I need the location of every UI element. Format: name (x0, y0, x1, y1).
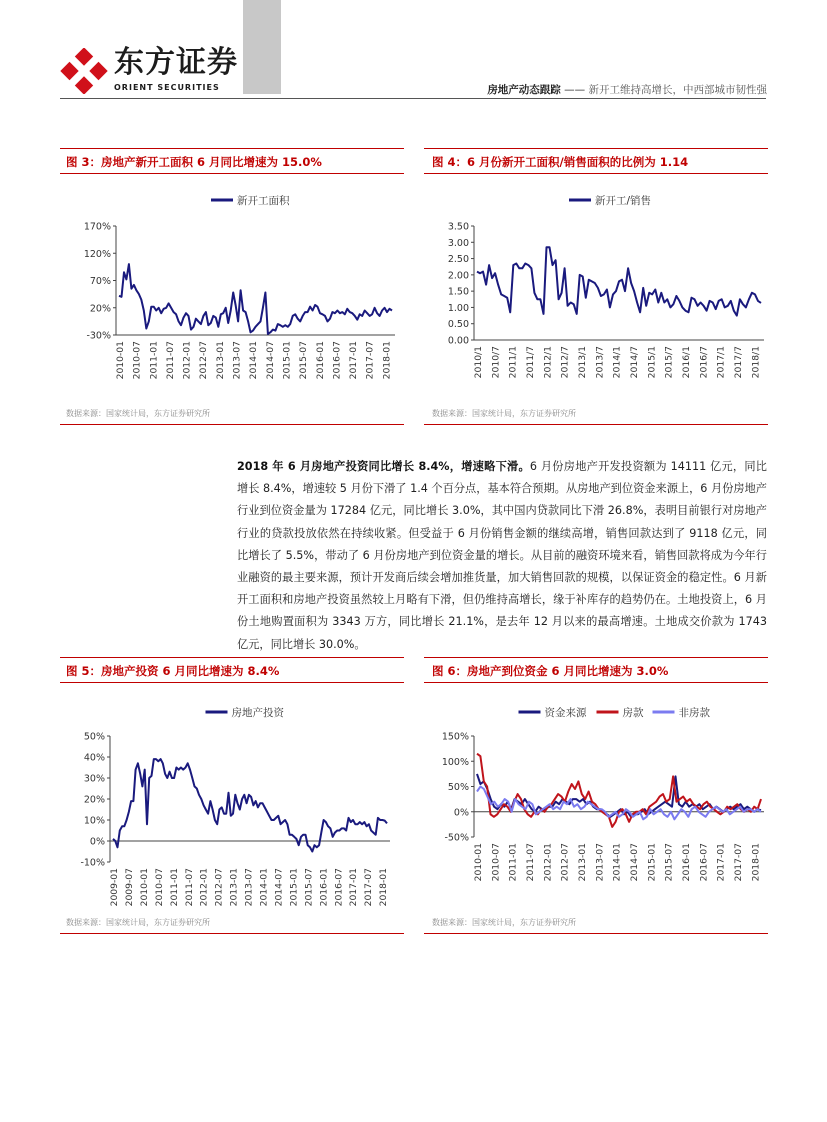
fig5-title: 图 5：房地产投资 6 月同比增速为 8.4% (66, 664, 280, 678)
y-tick-label: 120% (83, 248, 111, 260)
x-tick-label: 2013/1 (577, 346, 589, 379)
y-tick-label: 2.00 (447, 270, 469, 282)
fig6-title-rule (424, 682, 768, 683)
x-tick-label: 2018-01 (381, 341, 393, 380)
y-tick-label: 20% (89, 303, 111, 315)
x-tick-label: 2016/1 (681, 346, 693, 379)
x-tick-label: 2010-01 (115, 341, 126, 380)
x-tick-label: 2015-01 (281, 341, 293, 380)
x-tick-label: 2009-01 (109, 868, 120, 907)
x-tick-label: 2017-07 (733, 843, 745, 882)
y-tick-label: 2.50 (447, 254, 469, 266)
header-grey-tab (243, 0, 281, 94)
y-tick-label: 40% (83, 752, 105, 764)
x-tick-label: 2014-01 (248, 341, 260, 380)
x-tick-label: 2017-01 (348, 341, 360, 380)
x-tick-label: 2015-07 (298, 341, 310, 380)
x-tick-label: 2015/7 (663, 346, 675, 379)
x-tick-label: 2010/7 (490, 346, 502, 379)
fig3-bottom-rule (60, 424, 404, 425)
x-tick-label: 2010-07 (153, 868, 165, 907)
x-tick-label: 2013-01 (577, 843, 589, 882)
x-tick-label: 2017-01 (715, 843, 727, 882)
y-tick-label: 3.00 (447, 237, 469, 249)
x-tick-label: 2012/1 (542, 346, 554, 379)
x-tick-label: 2015-01 (288, 868, 300, 907)
y-tick-label: 170% (83, 221, 111, 233)
fig4-top-rule (424, 148, 768, 149)
x-tick-label: 2017-07 (363, 868, 375, 907)
x-tick-label: 2011-07 (525, 843, 537, 882)
x-tick-label: 2010-07 (131, 341, 143, 380)
x-tick-label: 2016-01 (314, 341, 326, 380)
x-tick-label: 2014-01 (258, 868, 270, 907)
y-tick-label: 100% (441, 756, 469, 768)
y-tick-label: 1.00 (447, 302, 469, 314)
fig6-top-rule (424, 657, 768, 658)
fig5-bottom-rule (60, 933, 404, 934)
fig6-chart (424, 690, 768, 912)
x-tick-label: 2011-01 (507, 843, 519, 882)
x-tick-label: 2010/1 (473, 346, 484, 379)
header-dash: —— (560, 84, 589, 96)
x-tick-label: 2018-01 (378, 868, 390, 907)
y-tick-label: 1.50 (447, 286, 469, 298)
logo-text: 东方证券 (114, 45, 238, 80)
series-line-1 (477, 247, 761, 315)
x-tick-label: 2018-01 (750, 843, 762, 882)
fig3-chart (60, 180, 404, 402)
series-line-1 (113, 759, 387, 851)
report-header (487, 82, 767, 97)
x-tick-label: 2014-07 (629, 843, 641, 882)
x-tick-label: 2017/7 (733, 346, 745, 379)
x-tick-label: 2014-07 (273, 868, 285, 907)
fig3-title: 图 3：房地产新开工面积 6 月同比增速为 15.0% (66, 155, 322, 169)
fig4-title: 图 4：6 月份新开工面积/销售面积的比例为 1.14 (432, 155, 689, 169)
x-tick-label: 2014-01 (611, 843, 623, 882)
x-tick-label: 2013-07 (243, 868, 255, 907)
fig6-bottom-rule (424, 933, 768, 934)
y-tick-label: 70% (89, 276, 111, 287)
fig6-title: 图 6：房地产到位资金 6 月同比增速为 3.0% (432, 664, 669, 678)
x-tick-label: 2010-07 (490, 843, 502, 882)
paragraph-body: 6 月份房地产开发投资额为 14111 亿元，同比增长 8.4%，增速较 5 月份下滑了 1.4 个百分点，基本符合预期。从房地产到位资金来源上，6 月份房地产行业到位资金量为 17284 亿元，同比增长 3.0%，其中国内贷款同比下滑 26.8%，表明目前银行对房地产行业的贷款投放依然在持续收紧。但受益于 6 月份销售金额的继续高增，销售回款达到了 9118 亿元，同比增长了 5.5%，带动了 6 月份房地产到位资金量的增长。从目前的融资环境来看，销售回款将成为今年行业融资的最主要来源，预计开发商后续会增加推货量，加大销售回款的规模，以保证资金的稳定性。6 月新开工面积和房地产投资虽然较上月略有下滑，但仍维持高增长，缘于补库存的趋势仍在。土地投资上，6 月份土地购置面积为 3343 万方，同比增长 21.1%，是去年 12 月以来的最高增速。土地成交价款为 1743 亿元，同比增长 30.0%。 (237, 460, 767, 651)
x-tick-label: 2010-01 (138, 868, 150, 907)
body-paragraph (237, 456, 767, 656)
x-tick-label: 2013/7 (594, 346, 606, 379)
legend-label: 非房款 (678, 707, 710, 719)
x-tick-label: 2012-01 (542, 843, 554, 882)
x-tick-label: 2016/7 (698, 346, 710, 379)
x-tick-label: 2009-07 (123, 868, 135, 907)
x-tick-label: 2015/1 (646, 346, 658, 379)
y-tick-label: -10% (80, 857, 105, 869)
x-tick-label: 2012-07 (559, 843, 571, 882)
x-tick-label: 2011-01 (168, 868, 180, 907)
fig5-title-rule (60, 682, 404, 683)
y-tick-label: -30% (86, 330, 111, 342)
x-tick-label: 2016-07 (698, 843, 710, 882)
y-tick-label: 3.50 (447, 221, 469, 233)
x-tick-label: 2012-07 (213, 868, 225, 907)
legend-label: 资金来源 (544, 707, 587, 719)
legend-label: 房款 (622, 707, 644, 719)
fig3-title-rule (60, 173, 404, 174)
x-tick-label: 2014-07 (264, 341, 276, 380)
fig4-bottom-rule (424, 424, 768, 425)
x-tick-label: 2018/1 (750, 346, 762, 379)
x-tick-label: 2013-01 (214, 341, 226, 380)
x-tick-label: 2011/7 (525, 346, 537, 379)
x-tick-label: 2014/7 (629, 346, 641, 379)
fig3-top-rule (60, 148, 404, 149)
x-tick-label: 2014/1 (611, 346, 623, 379)
x-tick-label: 2011-07 (183, 868, 195, 907)
x-tick-label: 2016-07 (331, 341, 343, 380)
y-tick-label: 30% (83, 773, 105, 785)
report-subtitle: 新开工维持高增长，中西部城市韧性强 (588, 84, 767, 96)
fig5-top-rule (60, 657, 404, 658)
x-tick-label: 2013-01 (228, 868, 240, 907)
fig5-source: 数据来源：国家统计局，东方证券研究所 (66, 918, 210, 927)
x-tick-label: 2017/1 (715, 346, 727, 379)
series-line-1 (119, 264, 392, 334)
x-tick-label: 2011/1 (507, 346, 519, 379)
x-tick-label: 2017-07 (364, 341, 376, 380)
x-tick-label: 2015-07 (663, 843, 675, 882)
legend-label: 新开工面积 (237, 195, 290, 207)
x-tick-label: 2010-01 (473, 843, 484, 882)
x-tick-label: 2016-01 (318, 868, 330, 907)
logo-mark-icon (60, 48, 108, 94)
fig3-source: 数据来源：国家统计局，东方证券研究所 (66, 409, 210, 418)
y-tick-label: 50% (447, 782, 469, 793)
legend-label: 房地产投资 (231, 707, 284, 719)
x-tick-label: 2011-01 (148, 341, 160, 380)
legend-label: 新开工/销售 (595, 195, 652, 207)
x-tick-label: 2012-07 (198, 341, 210, 380)
y-tick-label: 0% (453, 807, 469, 819)
logo-english: ORIENT SECURITIES (114, 83, 220, 92)
x-tick-label: 2017-01 (348, 868, 360, 907)
y-tick-label: 150% (441, 731, 469, 743)
x-tick-label: 2016-07 (333, 868, 345, 907)
x-tick-label: 2015-01 (646, 843, 658, 882)
x-tick-label: 2015-07 (303, 868, 315, 907)
paragraph-lead: 2018 年 6 月房地产投资同比增长 8.4%，增速略下滑。 (237, 460, 530, 473)
fig4-title-rule (424, 173, 768, 174)
y-tick-label: 0.50 (447, 319, 469, 331)
y-tick-label: 0% (89, 836, 105, 848)
fig6-source: 数据来源：国家统计局，东方证券研究所 (432, 918, 576, 927)
fig4-source: 数据来源：国家统计局，东方证券研究所 (432, 409, 576, 418)
x-tick-label: 2012/7 (559, 346, 571, 379)
x-tick-label: 2013-07 (594, 843, 606, 882)
x-tick-label: 2012-01 (181, 341, 193, 380)
x-tick-label: 2013-07 (231, 341, 243, 380)
report-type: 房地产动态跟踪 (487, 84, 561, 96)
y-tick-label: 50% (83, 731, 105, 743)
y-tick-label: -50% (444, 832, 469, 844)
y-tick-label: 10% (83, 815, 105, 827)
y-tick-label: 20% (83, 794, 105, 806)
fig4-chart (424, 180, 768, 402)
fig5-chart (60, 690, 404, 912)
y-tick-label: 0.00 (447, 335, 469, 347)
header-divider (60, 98, 766, 99)
x-tick-label: 2011-07 (164, 341, 176, 380)
x-tick-label: 2016-01 (681, 843, 693, 882)
x-tick-label: 2012-01 (198, 868, 210, 907)
